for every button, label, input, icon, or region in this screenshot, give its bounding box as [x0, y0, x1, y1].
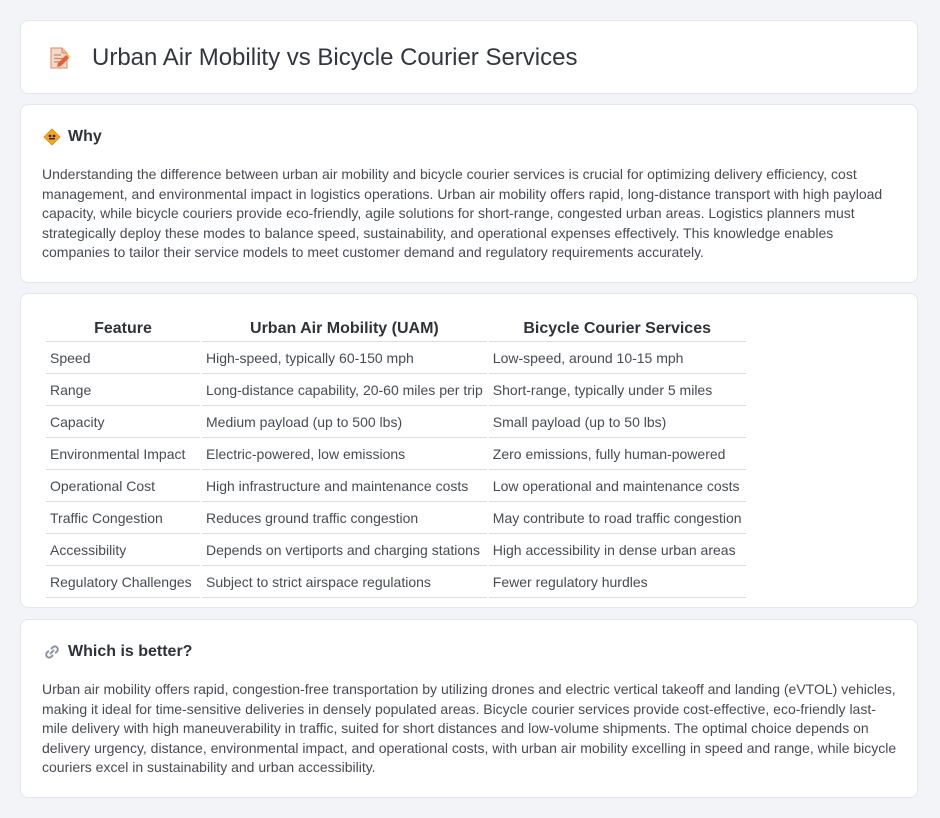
table-cell: Depends on vertiports and charging stations [202, 536, 487, 566]
table-cell: Speed [46, 344, 200, 374]
page-title: Urban Air Mobility vs Bicycle Courier Services [92, 44, 578, 71]
table-cell: Fewer regulatory hurdles [489, 568, 746, 598]
table-cell: Short-range, typically under 5 miles [489, 376, 746, 406]
why-text: Understanding the difference between urban air mobility and bicycle courier services is crucial for optimizing delivery efficiency, cost management, and environmental impact in logistics operations. Urban air mobility offers rapid, long-distance transport with high payload capacity, while bicycle couriers provide eco-friendly, agile solutions for short-range, congested urban areas. Logistics planners must strategically deploy these modes to balance speed, sustainability, and operational expenses effectively. This knowledge enables companies to tailor their service models to meet customer demand and regulatory requirements accurately. [42, 166, 883, 261]
table-row [46, 440, 746, 470]
table-row [46, 344, 746, 374]
table-cell: High-speed, typically 60-150 mph [202, 344, 487, 374]
table-row [46, 376, 746, 406]
table-row [46, 536, 746, 566]
table-cell: Accessibility [46, 536, 200, 566]
table-row [46, 504, 746, 534]
table-cell: Subject to strict airspace regulations [202, 568, 487, 598]
column-header: Bicycle Courier Services [489, 318, 746, 342]
link-icon [43, 643, 61, 661]
better-title: Which is better? [68, 643, 193, 660]
table-cell: Medium payload (up to 500 lbs) [202, 408, 487, 438]
why-heading [43, 126, 102, 148]
comparison-table [44, 316, 748, 600]
table-cell: Zero emissions, fully human-powered [489, 440, 746, 470]
table-cell: Small payload (up to 50 lbs) [489, 408, 746, 438]
table-row [46, 568, 746, 598]
warning-sign-icon [43, 128, 61, 146]
table-cell: High accessibility in dense urban areas [489, 536, 746, 566]
table-cell: Range [46, 376, 200, 406]
which-is-better-section [20, 619, 918, 798]
column-header: Feature [46, 318, 200, 342]
comparison-section [20, 293, 918, 608]
document-edit-icon [47, 46, 71, 70]
table-cell: May contribute to road traffic congestion [489, 504, 746, 534]
column-header: Urban Air Mobility (UAM) [202, 318, 487, 342]
table-cell: Capacity [46, 408, 200, 438]
header-card [20, 20, 918, 94]
table-cell: Regulatory Challenges [46, 568, 200, 598]
better-heading [43, 641, 192, 663]
table-cell: Low-speed, around 10-15 mph [489, 344, 746, 374]
table-header-row [46, 318, 746, 342]
table-cell: Long-distance capability, 20-60 miles per trip [202, 376, 487, 406]
table-cell: Operational Cost [46, 472, 200, 502]
better-text: Urban air mobility offers rapid, congestion-free transportation by utilizing drones and electric vertical takeoff and landing (eVTOL) vehicles, making it ideal for time-sensitive deliveries in densely populated areas. Bicycle courier services provide cost-effective, eco-friendly last-mile delivery with high maneuverability in traffic, suited for short distances and low-volume shipments. The optimal choice depends on delivery urgency, distance, environmental impact, and operational costs, with urban air mobility excelling in speed and range, while bicycle couriers excel in sustainability and urban accessibility. [42, 681, 897, 776]
table-cell: Traffic Congestion [46, 504, 200, 534]
table-cell: High infrastructure and maintenance costs [202, 472, 487, 502]
table-row [46, 408, 746, 438]
table-cell: Electric-powered, low emissions [202, 440, 487, 470]
why-title: Why [68, 128, 102, 145]
table-row [46, 472, 746, 502]
table-cell: Environmental Impact [46, 440, 200, 470]
table-cell: Reduces ground traffic congestion [202, 504, 487, 534]
table-cell: Low operational and maintenance costs [489, 472, 746, 502]
why-section [20, 104, 918, 283]
